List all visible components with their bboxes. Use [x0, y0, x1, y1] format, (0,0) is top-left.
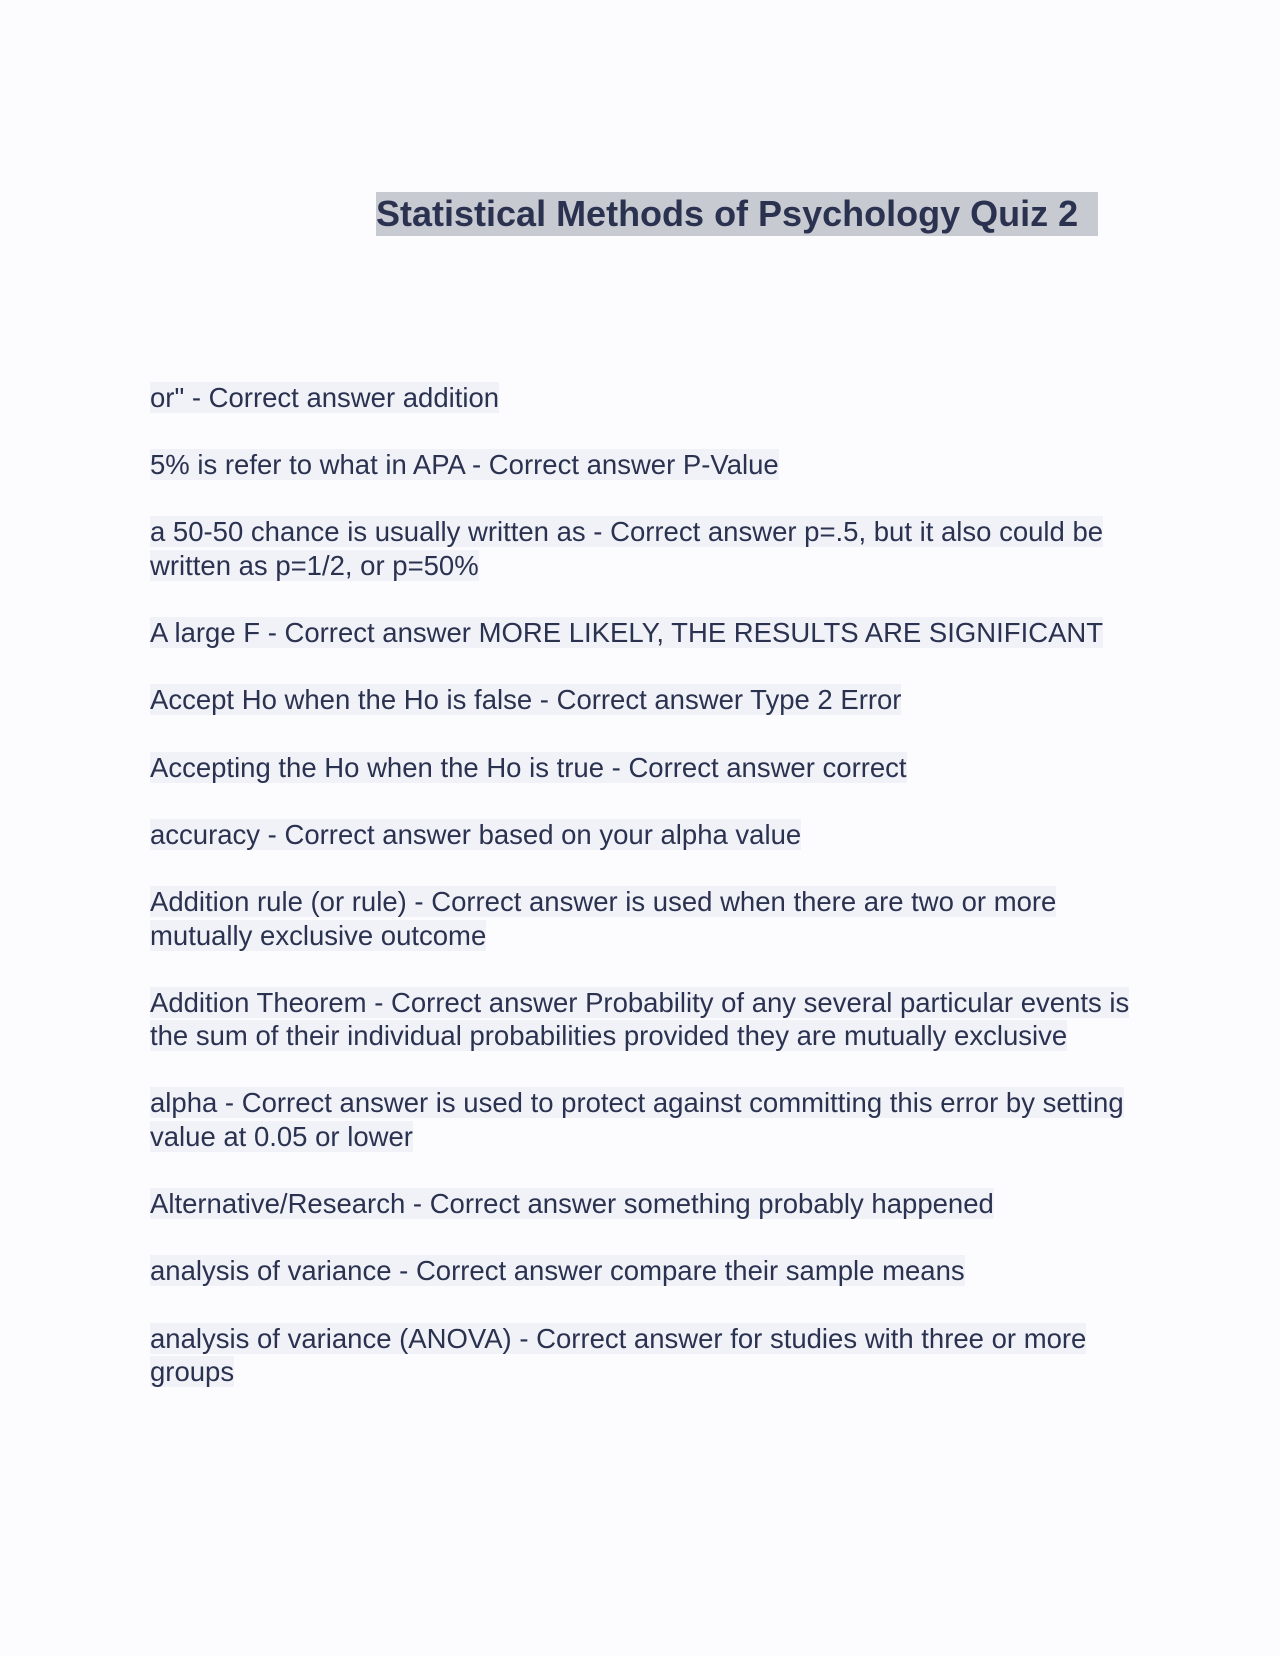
entry-text: analysis of variance - Correct answer compare their sample means	[150, 1255, 965, 1287]
list-item	[150, 818, 1130, 852]
entry-text: analysis of variance (ANOVA) - Correct answer for studies with three or more groups	[150, 1322, 1087, 1388]
list-item	[150, 751, 1130, 785]
list-item	[150, 1254, 1130, 1288]
entry-text: Addition Theorem - Correct answer Probability of any several particular events is the sum of their individual probabilities provided they are mutually exclusive	[150, 986, 1130, 1052]
title-container	[376, 192, 1126, 236]
list-item	[150, 515, 1130, 582]
document-title: Statistical Methods of Psychology Quiz 2	[376, 192, 1098, 236]
list-item	[150, 885, 1130, 952]
list-item	[150, 1322, 1130, 1389]
list-item	[150, 1086, 1130, 1153]
entry-text: accuracy - Correct answer based on your alpha value	[150, 818, 802, 850]
list-item	[150, 616, 1130, 650]
entry-text: A large F - Correct answer MORE LIKELY, THE RESULTS ARE SIGNIFICANT	[150, 617, 1104, 649]
entry-text: Accept Ho when the Ho is false - Correct answer Type 2 Error	[150, 684, 902, 716]
list-item	[150, 448, 1130, 482]
entry-list	[150, 381, 1130, 1422]
entry-text: alpha - Correct answer is used to protect against committing this error by setting value at 0.05 or lower	[150, 1087, 1124, 1153]
list-item	[150, 986, 1130, 1053]
list-item	[150, 683, 1130, 717]
entry-text: a 50-50 chance is usually written as - Correct answer p=.5, but it also could be written as p=1/2, or p=50%	[150, 516, 1104, 581]
entry-text: Alternative/Research - Correct answer something probably happened	[150, 1188, 994, 1220]
entry-text: Accepting the Ho when the Ho is true - Correct answer correct	[150, 751, 907, 783]
entry-text: Addition rule (or rule) - Correct answer is used when there are two or more mutually exclusive outcome	[150, 885, 1057, 951]
entry-text: or" - Correct answer addition	[150, 382, 500, 413]
list-item	[150, 1187, 1130, 1221]
entry-text: 5% is refer to what in APA - Correct answer P-Value	[150, 449, 779, 481]
list-item	[150, 381, 1130, 415]
